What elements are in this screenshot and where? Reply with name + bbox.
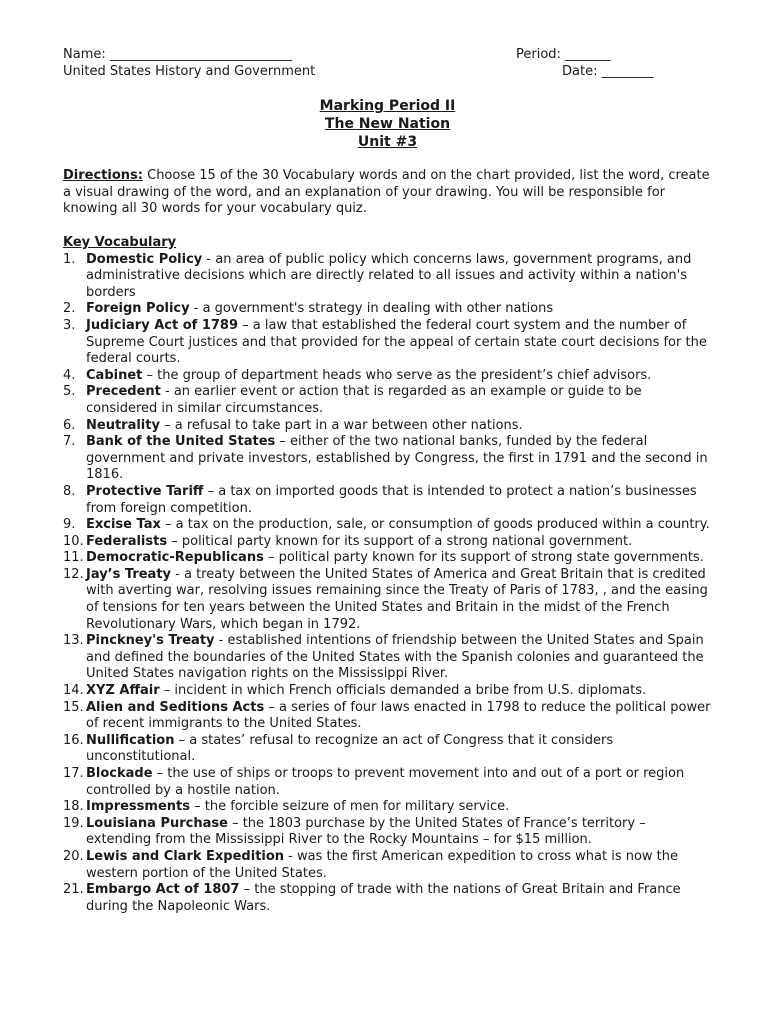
vocabulary-definition: – a tax on imported goods that is intended to protect a nation’s businesses from foreign competition. <box>86 483 697 516</box>
vocabulary-item <box>63 484 713 517</box>
vocabulary-item <box>63 384 713 417</box>
vocabulary-item <box>63 849 713 882</box>
vocabulary-item <box>63 799 713 816</box>
item-number: 14. <box>63 683 84 699</box>
item-number: 9. <box>63 517 76 533</box>
item-number: 13. <box>63 633 84 649</box>
vocabulary-term: Bank of the United States <box>86 434 276 450</box>
vocabulary-definition: – incident in which French officials demanded a bribe from U.S. diplomats. <box>159 683 647 699</box>
vocabulary-term: Cabinet <box>86 367 143 383</box>
name-field: Name: ____________________________ <box>63 47 292 62</box>
vocabulary-definition: – a tax on the production, sale, or consumption of goods produced within a country. <box>160 517 710 533</box>
vocabulary-term: Louisiana Purchase <box>86 815 228 831</box>
vocabulary-definition: – a law that established the federal court system and the number of Supreme Court justices and that provided for the appeal of certain state court decisions for the federal courts. <box>86 317 707 367</box>
unit-number-title: Unit #3 <box>357 134 418 150</box>
vocabulary-item <box>63 766 713 799</box>
item-number: 8. <box>63 483 76 499</box>
vocabulary-definition: – the group of department heads who serve as the president’s chief advisors. <box>142 367 652 383</box>
vocabulary-term: Judiciary Act of 1789 <box>86 317 239 333</box>
vocabulary-item <box>63 567 713 633</box>
item-number: 20. <box>63 848 84 864</box>
vocabulary-term: Protective Tariff <box>86 483 204 499</box>
item-number: 2. <box>63 301 76 317</box>
item-number: 10. <box>63 533 84 549</box>
vocabulary-item <box>63 733 713 766</box>
vocabulary-item <box>63 434 713 484</box>
item-number: 17. <box>63 766 84 781</box>
vocabulary-item <box>63 301 713 318</box>
vocabulary-definition: - a treaty between the United States of America and Great Britain that is credited with averting war, resolving issues remaining since the Treaty of Paris of 1783, , and the easing of tensions for ten years between the United States and Britain in the midst of the French Revolutionary Wars, which began in 1792. <box>86 566 708 632</box>
vocabulary-section <box>63 235 713 915</box>
vocabulary-item <box>63 534 713 551</box>
directions-paragraph <box>63 168 713 218</box>
vocabulary-term: Impressments <box>86 799 190 815</box>
vocabulary-term: Foreign Policy <box>86 301 190 317</box>
vocabulary-definition: – either of the two national banks, funded by the federal government and private investors, established by Congress, the first in 1791 and the second in 1816. <box>86 434 708 483</box>
vocabulary-title: Key Vocabulary <box>63 235 177 250</box>
vocabulary-term: Domestic Policy <box>86 251 203 267</box>
marking-period-title: Marking Period II <box>319 98 456 114</box>
vocabulary-definition: - an earlier event or action that is regarded as an example or guide to be considered in similar circumstances. <box>86 384 642 416</box>
header-left <box>63 47 315 80</box>
vocabulary-item <box>63 368 713 385</box>
item-number: 11. <box>63 550 84 566</box>
vocabulary-term: Alien and Seditions Acts <box>86 699 265 715</box>
vocabulary-term: Lewis and Clark Expedition <box>86 848 285 864</box>
item-number: 4. <box>63 367 76 383</box>
item-number: 1. <box>63 251 76 267</box>
vocabulary-term: Neutrality <box>86 417 160 433</box>
vocabulary-term: Jay’s Treaty <box>86 566 172 582</box>
vocabulary-item <box>63 318 713 368</box>
vocabulary-definition: – the forcible seizure of men for military service. <box>189 799 510 815</box>
vocabulary-definition: - a government's strategy in dealing with other nations <box>189 301 554 317</box>
item-number: 15. <box>63 699 84 715</box>
vocabulary-item <box>63 816 713 849</box>
vocabulary-item <box>63 517 713 534</box>
item-number: 6. <box>63 417 76 433</box>
vocabulary-term: Precedent <box>86 384 161 400</box>
vocabulary-item <box>63 882 713 915</box>
unit-name-title: The New Nation <box>324 116 451 132</box>
item-number: 18. <box>63 799 84 815</box>
period-field: Period: _______ <box>516 47 611 62</box>
vocabulary-definition: – political party known for its support of strong state governments. <box>263 550 704 566</box>
vocabulary-item <box>63 550 713 567</box>
vocabulary-term: Nullification <box>86 732 175 748</box>
vocabulary-list <box>63 252 713 916</box>
item-number: 12. <box>63 566 84 582</box>
vocabulary-definition: – a series of four laws enacted in 1798 to reduce the political power of recent immigrants to the United States. <box>86 699 711 732</box>
item-number: 21. <box>63 882 84 898</box>
vocabulary-definition: - was the first American expedition to cross what is now the western portion of the United States. <box>86 848 679 881</box>
vocabulary-definition: – the stopping of trade with the nations of Great Britain and France during the Napoleonic Wars. <box>86 882 681 914</box>
directions-label: Directions: <box>63 168 143 183</box>
vocabulary-term: Pinckney's Treaty <box>86 633 215 649</box>
vocabulary-term: Excise Tax <box>86 517 161 533</box>
item-number: 5. <box>63 384 76 400</box>
course-title: United States History and Government <box>63 63 316 79</box>
date-field: Date: ________ <box>562 63 654 79</box>
vocabulary-term: Embargo Act of 1807 <box>86 882 240 898</box>
vocabulary-definition: – a refusal to take part in a war between other nations. <box>159 417 523 433</box>
vocabulary-term: Democratic-Republicans <box>86 550 264 566</box>
vocabulary-item <box>63 683 713 700</box>
item-number: 16. <box>63 732 84 748</box>
vocabulary-definition: - an area of public policy which concerns laws, government programs, and administrative decisions which are directly related to all issues and activity within a nation's borders <box>86 251 692 300</box>
item-number: 7. <box>63 434 76 450</box>
vocabulary-definition: - established intentions of friendship between the United States and Spain and defined the boundaries of the United States with the Spanish colonies and guaranteed the United States navigation rights on the Mississippi River. <box>86 633 704 682</box>
vocabulary-item <box>63 252 713 302</box>
vocabulary-term: Federalists <box>86 533 168 549</box>
vocabulary-definition: – political party known for its support of a strong national government. <box>167 533 633 549</box>
unit-titles <box>0 97 730 151</box>
vocabulary-item <box>63 633 713 683</box>
vocabulary-term: Blockade <box>86 766 153 781</box>
item-number: 3. <box>63 317 76 333</box>
vocabulary-definition: – the use of ships or troops to prevent movement into and out of a port or region controlled by a hostile nation. <box>86 766 685 798</box>
vocabulary-definition: – a states’ refusal to recognize an act of Congress that it considers unconstitutional. <box>86 732 614 765</box>
vocabulary-definition: – the 1803 purchase by the United States of France’s territory – extending from the Mississippi River to the Rocky Mountains – for $15 million. <box>86 815 646 848</box>
vocabulary-item <box>63 418 713 435</box>
item-number: 19. <box>63 815 84 831</box>
directions-text: Choose 15 of the 30 Vocabulary words and on the chart provided, list the word, create a visual drawing of the word, and an explanation of your drawing. You will be responsible for knowing all 30 words for your vocabulary quiz. <box>63 168 710 217</box>
vocabulary-term: XYZ Affair <box>86 683 160 699</box>
vocabulary-item <box>63 700 713 733</box>
